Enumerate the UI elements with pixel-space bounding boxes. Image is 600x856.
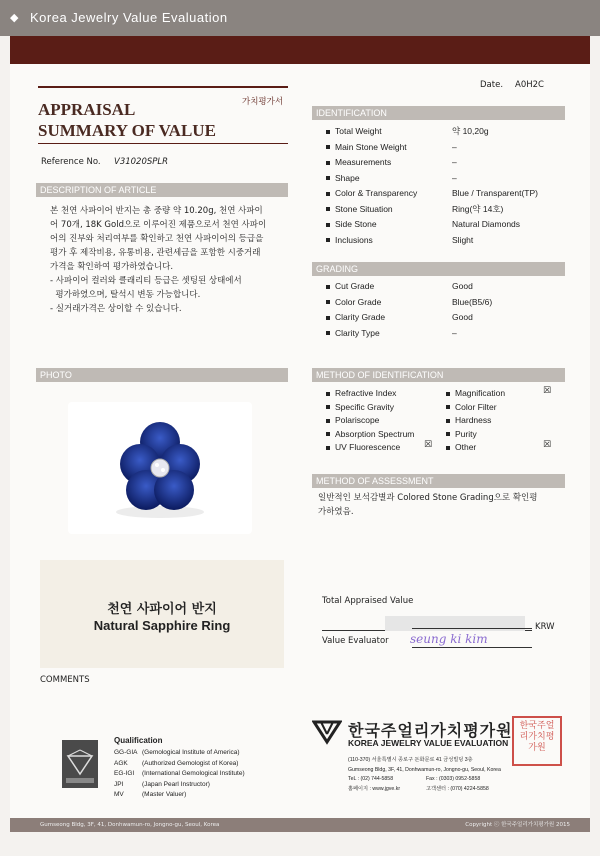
assessment-line: 가하였음. <box>318 507 354 517</box>
qualification-badge-icon <box>62 740 98 788</box>
evaluator-line <box>412 628 532 629</box>
official-seal-stamp: 한국주얼리가치평가원 <box>512 716 562 766</box>
diamond-icon: ◆ <box>10 11 19 24</box>
identification-table <box>326 124 566 248</box>
qualification-list <box>114 748 245 801</box>
method-identification-heading: METHOD OF IDENTIFICATION <box>312 368 565 382</box>
header-band <box>10 36 590 64</box>
row-value: Ring(약 14호) <box>452 203 504 214</box>
row-label: Measurements <box>335 157 392 167</box>
qual-desc: (Japan Pearl Instructor) <box>142 780 210 788</box>
other-checkbox: ☒ <box>543 440 552 450</box>
grading-row <box>326 310 566 326</box>
qual-code: MV <box>114 791 124 798</box>
qual-desc: (Authorized Gemologist of Korea) <box>142 759 239 767</box>
qual-desc: (Gemological Institute of America) <box>142 749 240 756</box>
method-label: Specific Gravity <box>335 401 395 412</box>
method-item <box>446 401 556 415</box>
description-line: 평가하였으며, 탈석시 변동 가능합니다. <box>50 290 201 300</box>
identification-row <box>326 124 566 140</box>
method-label: Other <box>455 442 477 452</box>
org-logo-icon <box>312 718 342 750</box>
qualification-item <box>114 759 245 770</box>
org-name-en: KOREA JEWELRY VALUE EVALUATION <box>348 738 509 748</box>
doc-title-line2: SUMMARY OF VALUE <box>38 121 216 140</box>
reference-value: V31020SPLR <box>114 157 169 167</box>
method-item <box>326 387 436 401</box>
method-label: Hardness <box>455 415 492 425</box>
method-right-list <box>446 387 556 455</box>
row-value: – <box>452 327 457 338</box>
qual-code: AGK <box>114 759 128 767</box>
qualification-heading: Qualification <box>114 736 163 745</box>
row-value: – <box>452 141 457 152</box>
org-address <box>348 756 501 794</box>
row-value: Good <box>452 312 473 322</box>
row-value: Natural Diamonds <box>452 219 521 229</box>
date-value: A0H2C <box>515 80 544 90</box>
grading-row <box>326 295 566 311</box>
description-line: - 실거래가격은 상이할 수 있습니다. <box>50 304 182 314</box>
date-label: Date. <box>480 80 504 90</box>
grading-row <box>326 279 566 295</box>
doc-title-kr: 가치평가서 <box>242 97 284 107</box>
photo-caption-kr: 천연 사파이어 반지 <box>107 602 217 617</box>
method-item <box>326 401 436 415</box>
grading-row <box>326 326 566 342</box>
row-value: Blue / Transparent(TP) <box>452 188 538 198</box>
row-label: Side Stone <box>335 219 377 229</box>
identification-row <box>326 186 566 202</box>
row-value: 약 10,20g <box>452 126 489 136</box>
method-label: Absorption Spectrum <box>335 428 415 439</box>
method-label: Purity <box>455 428 477 439</box>
tel: TeL : (02) 744-5858 <box>348 776 394 782</box>
method-left-list <box>326 387 436 455</box>
method-item <box>446 428 556 442</box>
fax: Fax : (0303) 0952-5858 <box>426 776 481 782</box>
row-label: Clarity Grade <box>335 312 386 322</box>
qualification-item <box>114 748 245 759</box>
row-value: Blue(B5/6) <box>452 296 493 307</box>
assessment-line: 일반적인 보석감별과 Colored Stone Grading으로 확인평 <box>318 493 538 503</box>
identification-row <box>326 155 566 171</box>
title-rule-bottom <box>38 143 288 144</box>
description-line: - 사파이어 컬러와 클래리티 등급은 셋팅된 상태에서 <box>50 276 242 286</box>
row-label: Shape <box>335 172 360 183</box>
customer-center: 고객센터 : (070) 4224-5858 <box>426 785 489 792</box>
qualification-item <box>114 780 245 791</box>
description-line: 어 70개, 18K Gold으로 이루어진 제품으로서 천연 사파이 <box>50 220 267 230</box>
photo-heading: PHOTO <box>36 368 288 382</box>
description-line: 평가 후 제작비용, 유통비용, 관련세금을 포함한 시중거래 <box>50 248 261 258</box>
method-item <box>326 414 436 428</box>
qual-desc: (Master Valuer) <box>142 791 187 798</box>
grading-table <box>326 279 566 341</box>
method-item <box>326 428 436 442</box>
identification-row <box>326 233 566 249</box>
grading-heading: GRADING <box>312 262 565 276</box>
method-label: Magnification <box>455 388 506 398</box>
row-label: Cut Grade <box>335 281 375 291</box>
uv-checkbox: ☒ <box>424 440 433 450</box>
copyright-name: 한국주얼리가치평가원 <box>501 822 555 828</box>
org-name-kr: 한국주얼리가치평가원 <box>348 721 513 740</box>
currency-label: KRW <box>535 622 555 632</box>
footer-copyright <box>465 818 570 832</box>
description-heading: DESCRIPTION OF ARTICLE <box>36 183 288 197</box>
evaluator-signature: seung ki kim <box>410 632 488 646</box>
identification-row <box>326 140 566 156</box>
evaluator-label: Value Evaluator <box>322 636 389 646</box>
contact-line <box>348 775 501 785</box>
website: 홈페이지 : www.jgve.kr <box>348 785 401 792</box>
qual-code: GG-GIA <box>114 749 138 756</box>
method-assessment-text <box>318 491 568 519</box>
identification-row <box>326 202 566 218</box>
footer-bar <box>10 818 590 832</box>
method-label: UV Fluorescence <box>335 442 401 452</box>
row-label: Clarity Type <box>335 327 380 338</box>
photo-caption-en: Natural Sapphire Ring <box>93 618 231 633</box>
description-line: 가격을 확인하여 평가하였습니다. <box>50 262 174 272</box>
method-item <box>446 387 556 401</box>
method-label: Polariscope <box>335 415 380 425</box>
qualification-item <box>114 769 245 780</box>
qual-code: JPI <box>114 780 124 788</box>
doc-title-line1: APPRAISAL <box>38 100 136 119</box>
row-label: Color & Transparency <box>335 188 418 198</box>
footer-address: Gumseong Bldg, 3F, 41, Donhwamun-ro, Jongno-gu, Seoul, Korea <box>40 822 220 828</box>
description-line: 본 천연 사파이어 반지는 총 중량 약 10.20g, 천연 사파이 <box>50 206 263 216</box>
contact-line <box>348 785 501 795</box>
copyright-prefix: Copyright ⓒ <box>465 822 500 828</box>
reference-label: Reference No. <box>41 157 101 167</box>
method-item <box>326 441 436 455</box>
row-label: Color Grade <box>335 296 382 307</box>
method-item <box>446 441 556 455</box>
description-line: 어의 진부와 처리여부를 확인하고 천연 사파이어의 등급을 <box>50 234 264 244</box>
description-text <box>50 204 286 316</box>
row-value: – <box>452 157 457 167</box>
row-value: Slight <box>452 234 474 245</box>
row-label: Stone Situation <box>335 203 393 214</box>
top-bar <box>0 0 600 36</box>
identification-row <box>326 217 566 233</box>
magnification-checkbox: ☒ <box>543 386 552 396</box>
row-value: Good <box>452 281 473 291</box>
row-label: Inclusions <box>335 234 373 245</box>
header-title: Korea Jewelry Value Evaluation <box>30 10 228 25</box>
ring-photo <box>68 402 252 534</box>
method-label: Refractive Index <box>335 388 397 398</box>
qualification-item <box>114 790 245 801</box>
total-value-label: Total Appraised Value <box>322 596 414 606</box>
row-value: – <box>452 172 457 183</box>
signature-line <box>412 647 532 648</box>
qual-desc: (International Gemological Institute) <box>142 770 245 777</box>
method-label: Color Filter <box>455 401 497 412</box>
row-label: Main Stone Weight <box>335 141 407 152</box>
identification-row <box>326 171 566 187</box>
address-line: (110-370) 서울특별시 종로구 돈화문로 41 금성빌딩 3층 <box>348 757 473 763</box>
title-rule <box>38 86 288 88</box>
identification-heading: IDENTIFICATION <box>312 106 565 120</box>
sapphire-ring-image <box>68 402 252 534</box>
row-label: Total Weight <box>335 126 382 136</box>
method-item <box>446 414 556 428</box>
method-assessment-heading: METHOD OF ASSESSMENT <box>312 474 565 488</box>
comments-label: COMMENTS <box>40 675 90 685</box>
copyright-year: 2015 <box>556 822 570 828</box>
address-line: Gumseong Bldg, 3F, 41, Donhwamun-ro, Jongno-gu, Seoul, Korea <box>348 766 501 773</box>
qual-code: EG-IGI <box>114 770 135 777</box>
